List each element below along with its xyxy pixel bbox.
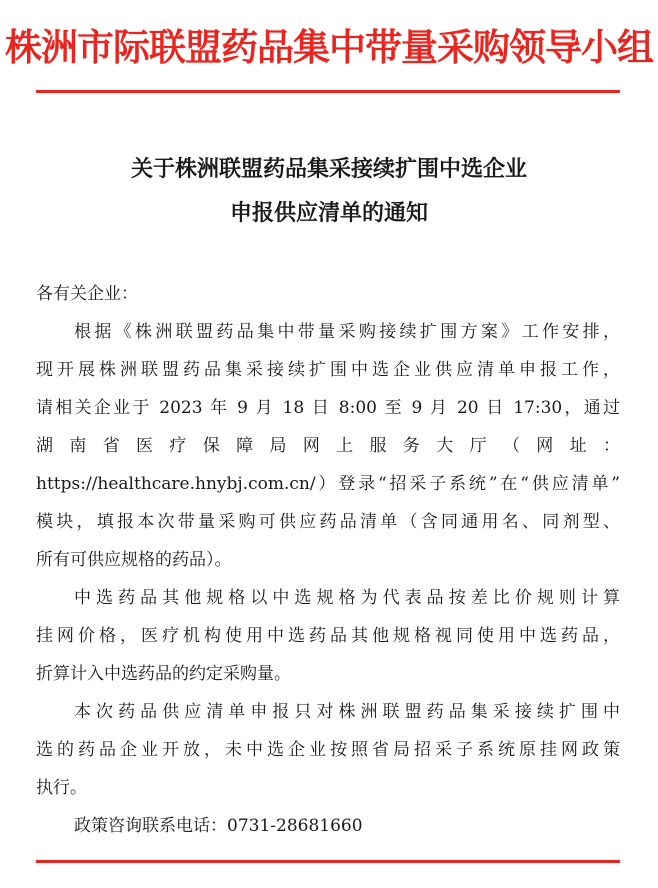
paragraph-line: 折算计入中选药品的约定采购量。 [36, 664, 291, 684]
paragraph-2 [36, 579, 620, 693]
paragraph-1 [36, 313, 620, 579]
document-body [36, 275, 620, 845]
paragraph-line: 根据《株洲联盟药品集中带量采购接续扩围方案》工作安排， [74, 322, 620, 342]
document-title-line-2: 申报供应清单的通知 [229, 201, 428, 226]
footer-divider [36, 860, 620, 863]
paragraph-line: 执行。 [36, 778, 87, 798]
issuing-authority-header: 株洲市际联盟药品集中带量采购领导小组 [5, 26, 653, 69]
salutation: 各有关企业： [36, 284, 138, 304]
paragraph-3 [36, 693, 620, 807]
paragraph-line: 选的药品企业开放，未中选企业按照省局招采子系统原挂网政策 [36, 740, 620, 760]
paragraph-line: 模块，填报本次带量采购可供应药品清单（含同通用名、同剂型、 [36, 512, 620, 532]
paragraph-line: 中选药品其他规格以中选规格为代表品按差比价规则计算 [74, 588, 620, 608]
contact-phone: 政策咨询联系电话：0731-28681660 [74, 816, 363, 836]
paragraph-line: 挂网价格，医疗机构使用中选药品其他规格视同使用中选药品， [36, 626, 620, 646]
paragraph-line: https://healthcare.hnybj.com.cn/）登录“招采子系统”在“供应清单” [36, 474, 620, 494]
paragraph-line: 现开展株洲联盟药品集采接续扩围中选企业供应清单申报工作， [36, 360, 620, 380]
header-divider [36, 90, 620, 93]
paragraph-line: 所有可供应规格的药品）。 [36, 550, 232, 570]
paragraph-line: 湖南省医疗保障局网上服务大厅（网址： [36, 436, 620, 456]
document-title-line-1: 关于株洲联盟药品集采接续扩围中选企业 [130, 157, 527, 182]
paragraph-line: 本次药品供应清单申报只对株洲联盟药品集采接续扩围中 [74, 702, 620, 722]
paragraph-line: 请相关企业于 2023 年 9 月 18 日 8:00 至 9 月 20 日 17:30，通过 [36, 398, 620, 418]
